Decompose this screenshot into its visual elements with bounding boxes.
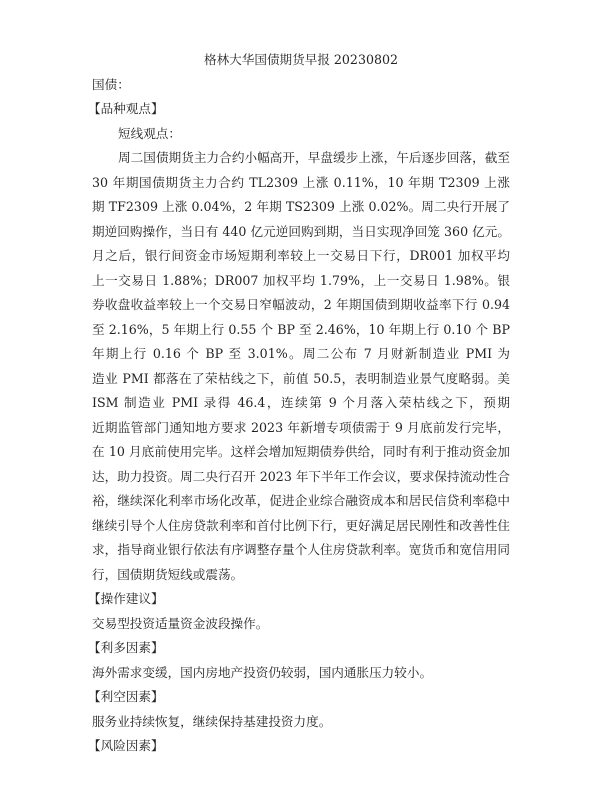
paragraph-line: 期 TF2309 上涨 0.04%，2 年期 TS2309 上涨 0.02%。周二央行开展了	[92, 199, 510, 214]
short-view-label: 短线观点：	[118, 125, 181, 141]
section-text: 服务业持续恢复，继续保持基建投资力度。	[92, 713, 332, 729]
sections	[88, 587, 510, 759]
section-heading: 【操作建议】	[88, 591, 164, 606]
section-heading: 【利多因素】	[88, 640, 164, 655]
view-heading: 【品种观点】	[88, 101, 164, 116]
section-label: 国债：	[92, 76, 130, 92]
paragraph-line: 月之后，银行间资金市场短期利率较上一交易日下行，DR001 加权平均	[92, 248, 510, 263]
paragraph-line: ISM 制造业 PMI 录得 46.4，连续第 9 个月落入荣枯线之下，预期	[92, 395, 510, 410]
paragraph-line: 近期监管部门通知地方要求 2023 年新增专项债需于 9 月底前发行完毕，	[92, 419, 510, 435]
section-heading: 【利空因素】	[88, 689, 164, 704]
paragraph-line: 30 年期国债期货主力合约 TL2309 上涨 0.11%，10 年期 T2309 上涨	[92, 174, 510, 190]
paragraph-line: 至 2.16%，5 年期上行 0.55 个 BP 至 2.46%，10 年期上行 0.10 个 BP	[92, 321, 510, 337]
paragraph-line: 求，指导商业银行依法有序调整存量个人住房贷款利率。宽货币和宽信用同	[92, 542, 510, 557]
paragraph-line: 券收盘收益率较上一个交易日窄幅波动，2 年期国债到期收益率下行 0.94	[92, 297, 510, 312]
analysis-paragraph	[92, 146, 510, 587]
paragraph-line: 上一交易日 1.88%；DR007 加权平均 1.79%，上一交易日 1.98%。银	[92, 272, 510, 288]
paragraph-line: 周二国债期货主力合约小幅高开，早盘缓步上涨，午后逐步回落，截至	[118, 150, 510, 165]
paragraph-line: 造业 PMI 都落在了荣枯线之下，前值 50.5，表明制造业景气度略弱。美	[92, 370, 510, 386]
paragraph-line: 行，国债期货短线或震荡。	[92, 566, 244, 582]
section-text: 海外需求变缓，国内房地产投资仍较弱，国内通胀压力较小。	[92, 664, 433, 680]
document-body	[88, 48, 510, 759]
paragraph-line: 在 10 月底前使用完毕。这样会增加短期债券供给，同时有利于推动资金加	[92, 444, 510, 459]
document-title: 格林大华国债期货早报 20230802	[203, 52, 399, 67]
paragraph-line: 年期上行 0.16 个 BP 至 3.01%。周二公布 7 月财新制造业 PMI 为	[92, 346, 510, 361]
paragraph-line: 期逆回购操作，当日有 440 亿元逆回购到期，当日实现净回笼 360 亿元。	[92, 223, 510, 239]
section-text: 交易型投资适量资金波段操作。	[92, 615, 269, 631]
section-heading: 【风险因素】	[88, 738, 164, 753]
paragraph-line: 达，助力投资。周二央行召开 2023 年下半年工作会议，要求保持流动性合	[92, 468, 510, 484]
paragraph-line: 裕，继续深化利率市场化改革，促进企业综合融资成本和居民信贷利率稳中	[92, 493, 510, 508]
paragraph-line: 继续引导个人住房贷款利率和首付比例下行，更好满足居民刚性和改善性住	[92, 517, 510, 533]
